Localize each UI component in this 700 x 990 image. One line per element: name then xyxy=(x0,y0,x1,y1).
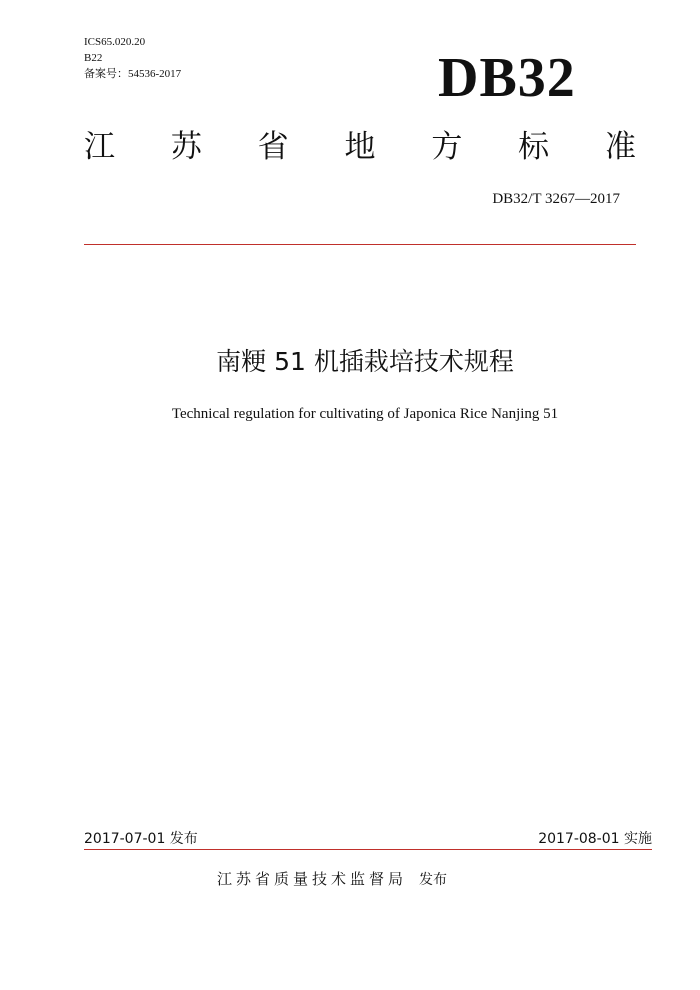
standard-code: DB32 xyxy=(438,47,576,109)
header-divider xyxy=(84,244,636,245)
ics-code: ICS65.020.20 xyxy=(84,36,146,48)
standard-type-title xyxy=(84,127,636,167)
implement-date: 2017-08-01 实施 xyxy=(538,831,652,847)
standard-type-char: 江 xyxy=(84,129,115,165)
standard-type-char: 准 xyxy=(604,129,636,165)
publish-date: 2017-07-01 发布 xyxy=(84,831,198,847)
standard-type-char: 方 xyxy=(431,129,463,165)
issuer-line xyxy=(217,868,447,889)
standard-type-char: 省 xyxy=(257,129,289,165)
filing-number: 备案号：54536-2017 xyxy=(84,68,182,80)
standard-type-char: 标 xyxy=(518,129,550,165)
ccs-code: B22 xyxy=(84,52,103,64)
issuer-action: 发布 xyxy=(419,872,448,888)
standard-type-char: 苏 xyxy=(170,129,202,165)
standard-number: DB32/T 3267—2017 xyxy=(492,191,620,207)
standard-meta xyxy=(84,34,181,82)
document-title: 南粳 51 机插栽培技术规程 xyxy=(216,347,514,376)
standard-type-char: 地 xyxy=(344,129,376,165)
issuer-name: 江苏省质量技术监督局 xyxy=(217,870,408,888)
footer-divider xyxy=(84,849,652,850)
document-subtitle: Technical regulation for cultivating of Japonica Rice Nanjing 51 xyxy=(171,406,559,422)
